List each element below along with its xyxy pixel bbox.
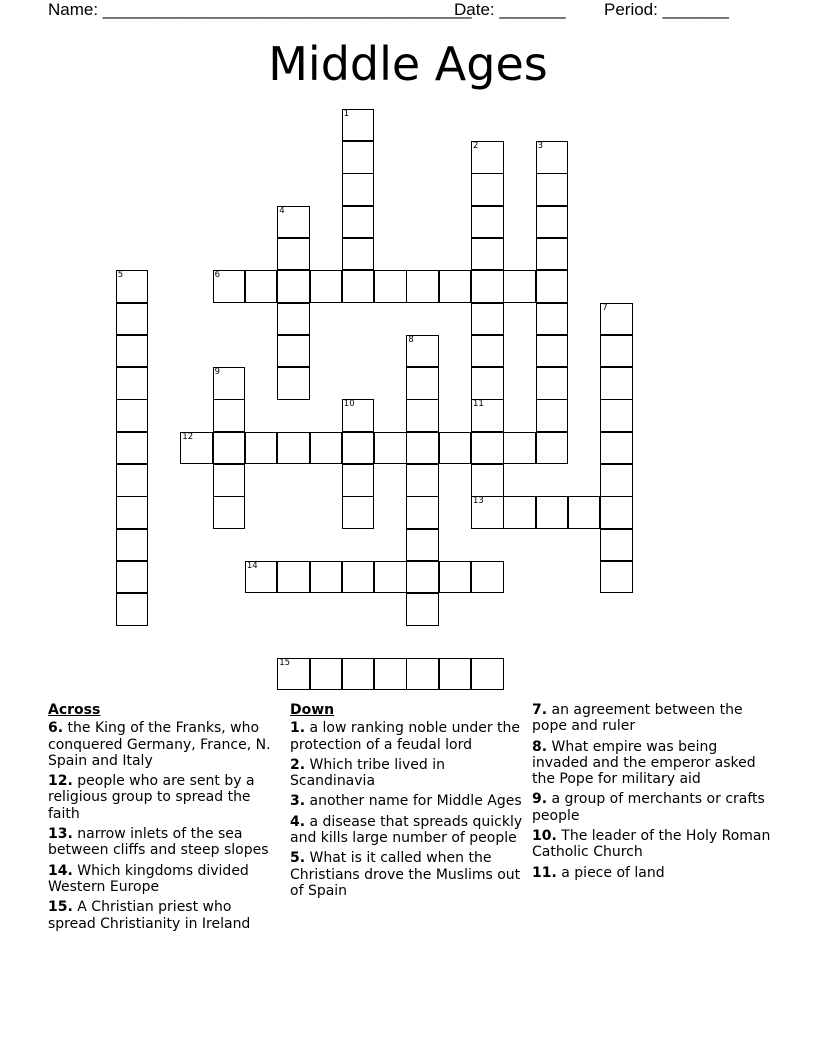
down-heading: Down [290,702,335,718]
grid-cell[interactable] [116,270,149,303]
grid-cell[interactable] [116,496,149,529]
grid-cell[interactable] [213,464,246,497]
grid-cell[interactable] [213,496,246,529]
clue-down-5: 5. What is it called when the Christians drove the Muslims out of Spain [290,850,521,899]
grid-cell[interactable] [277,270,310,303]
grid-cell[interactable] [213,399,246,432]
grid-cell[interactable] [116,561,149,594]
grid-cell[interactable] [116,367,149,400]
grid-cell[interactable] [342,109,375,142]
grid-cell[interactable] [536,173,569,206]
grid-cell[interactable] [213,270,246,303]
clue-down-7: 7. an agreement between the pope and ruler [532,702,743,735]
clue-across-15: 15. A Christian priest who spread Christianity in Ireland [48,899,251,932]
grid-cell[interactable] [342,206,375,239]
grid-cell[interactable] [471,238,504,271]
grid-cell[interactable] [342,432,375,465]
grid-cell[interactable] [471,399,504,432]
grid-cell[interactable] [342,238,375,271]
clue-down-2: 2. Which tribe lived in Scandinavia [290,756,446,790]
grid-cell[interactable] [439,270,472,303]
grid-cell[interactable] [536,270,569,303]
grid-cell[interactable] [116,335,149,368]
grid-cell[interactable] [471,658,504,691]
grid-cell[interactable] [406,367,439,400]
clue-down-10: 10. The leader of the Holy Roman Catholic Church [532,828,771,861]
grid-cell[interactable] [406,496,439,529]
across-heading: Across [48,702,101,718]
clue-down-11: 11. a piece of land [532,864,665,881]
grid-cell[interactable] [503,432,536,465]
grid-cell[interactable] [406,561,439,594]
grid-cell[interactable] [471,141,504,174]
grid-cell[interactable] [471,496,504,529]
clue-down-8: 8. What empire was being invaded and the emperor asked the Pope for military aid [532,738,756,788]
clue-number: 2 [473,141,479,151]
clue-down-4: 4. a disease that spreads quickly and kills large number of people [290,813,523,847]
clue-down-1: 1. a low ranking noble under the protection of a feudal lord [290,720,521,753]
grid-cell[interactable] [374,561,407,594]
grid-cell[interactable] [277,432,310,465]
grid-cell[interactable] [471,270,504,303]
clue-down-3: 3. another name for Middle Ages [290,793,522,810]
grid-cell[interactable] [245,270,278,303]
grid-cell[interactable] [600,496,633,529]
clue-across-13: 13. narrow inlets of the sea between cliffs and steep slopes [48,826,269,859]
grid-cell[interactable] [471,303,504,336]
clue-number: 15 [279,657,291,668]
date-field-label: Date: _______ [454,0,566,19]
grid-cell[interactable] [116,432,149,465]
across-clues [48,702,273,936]
grid-cell[interactable] [342,399,375,432]
grid-cell[interactable] [213,367,246,400]
grid-cell[interactable] [406,593,439,626]
grid-cell[interactable] [503,496,536,529]
grid-cell[interactable] [310,432,343,465]
grid-cell[interactable] [471,206,504,239]
grid-cell[interactable] [536,432,569,465]
clue-across-14: 14. Which kingdoms divided Western Europe [48,862,249,895]
clue-number: 10 [343,399,355,410]
clue-number: 1 [343,108,350,119]
grid-cell[interactable] [310,561,343,594]
grid-cell[interactable] [536,303,569,336]
grid-cell[interactable] [374,658,407,691]
grid-cell[interactable] [600,529,633,562]
grid-cell[interactable] [406,658,439,691]
clue-number: 7 [602,302,608,313]
clue-number: 8 [408,334,414,345]
grid-cell[interactable] [471,464,504,497]
grid-cell[interactable] [600,399,633,432]
grid-cell[interactable] [406,399,439,432]
grid-cell[interactable] [116,529,149,562]
grid-cell[interactable] [503,270,536,303]
grid-cell[interactable] [213,432,246,465]
grid-cell[interactable] [471,432,504,465]
grid-cell[interactable] [277,367,310,400]
grid-cell[interactable] [342,658,375,691]
grid-cell[interactable] [277,561,310,594]
grid-cell[interactable] [342,496,375,529]
clue-number: 13 [473,496,484,507]
grid-cell[interactable] [245,432,278,465]
grid-cell[interactable] [342,173,375,206]
clue-number: 14 [246,560,258,571]
grid-cell[interactable] [342,561,375,594]
grid-cell[interactable] [277,303,310,336]
grid-cell[interactable] [439,561,472,594]
grid-cell[interactable] [600,335,633,368]
grid-cell[interactable] [277,238,310,271]
grid-cell[interactable] [536,335,569,368]
grid-cell[interactable] [568,496,601,529]
grid-cell[interactable] [600,561,633,594]
grid-cell[interactable] [277,658,310,691]
grid-cell[interactable] [406,464,439,497]
grid-cell[interactable] [310,658,343,691]
grid-cell[interactable] [536,206,569,239]
grid-cell[interactable] [471,367,504,400]
clue-number: 4 [279,205,285,216]
grid-cell[interactable] [536,399,569,432]
grid-cell[interactable] [471,173,504,206]
grid-cell[interactable] [406,270,439,303]
down-clues [290,702,525,903]
grid-cell[interactable] [471,561,504,594]
grid-cell[interactable] [536,496,569,529]
grid-cell[interactable] [600,367,633,400]
name-field-label: Name: _______________________________________ [48,0,472,19]
grid-cell[interactable] [439,658,472,691]
grid-cell[interactable] [180,432,213,465]
grid-cell[interactable] [406,529,439,562]
grid-cell[interactable] [374,270,407,303]
clue-number: 12 [182,431,194,442]
clue-across-6: 6. the King of the Franks, who conquered Germany, France, N. Spain and Italy [48,720,271,769]
down-clues-continued [532,702,772,885]
grid-cell[interactable] [116,593,149,626]
grid-cell[interactable] [245,561,278,594]
grid-cell[interactable] [277,335,310,368]
page-title: Middle Ages [268,37,548,91]
clue-number: 11 [473,399,484,410]
grid-cell[interactable] [600,303,633,336]
grid-cell[interactable] [310,270,343,303]
clue-number: 6 [214,270,221,281]
grid-cell[interactable] [116,399,149,432]
grid-cell[interactable] [439,432,472,465]
grid-cell[interactable] [536,367,569,400]
grid-cell[interactable] [277,206,310,239]
period-field-label: Period: _______ [604,0,729,19]
grid-cell[interactable] [471,335,504,368]
clue-number: 3 [537,141,544,151]
grid-cell[interactable] [406,432,439,465]
grid-cell[interactable] [374,432,407,465]
grid-cell[interactable] [116,464,149,497]
grid-cell[interactable] [342,270,375,303]
grid-cell[interactable] [536,238,569,271]
grid-cell[interactable] [600,432,633,465]
grid-cell[interactable] [342,141,375,174]
clue-number: 5 [117,270,124,281]
grid-cell[interactable] [406,335,439,368]
clue-down-9: 9. a group of merchants or crafts people [532,791,765,824]
grid-cell[interactable] [600,464,633,497]
clue-across-12: 12. people who are sent by a religious group to spread the faith [48,773,255,822]
clue-number: 9 [214,367,221,378]
grid-cell[interactable] [342,464,375,497]
grid-cell[interactable] [116,303,149,336]
grid-cell[interactable] [536,141,569,174]
